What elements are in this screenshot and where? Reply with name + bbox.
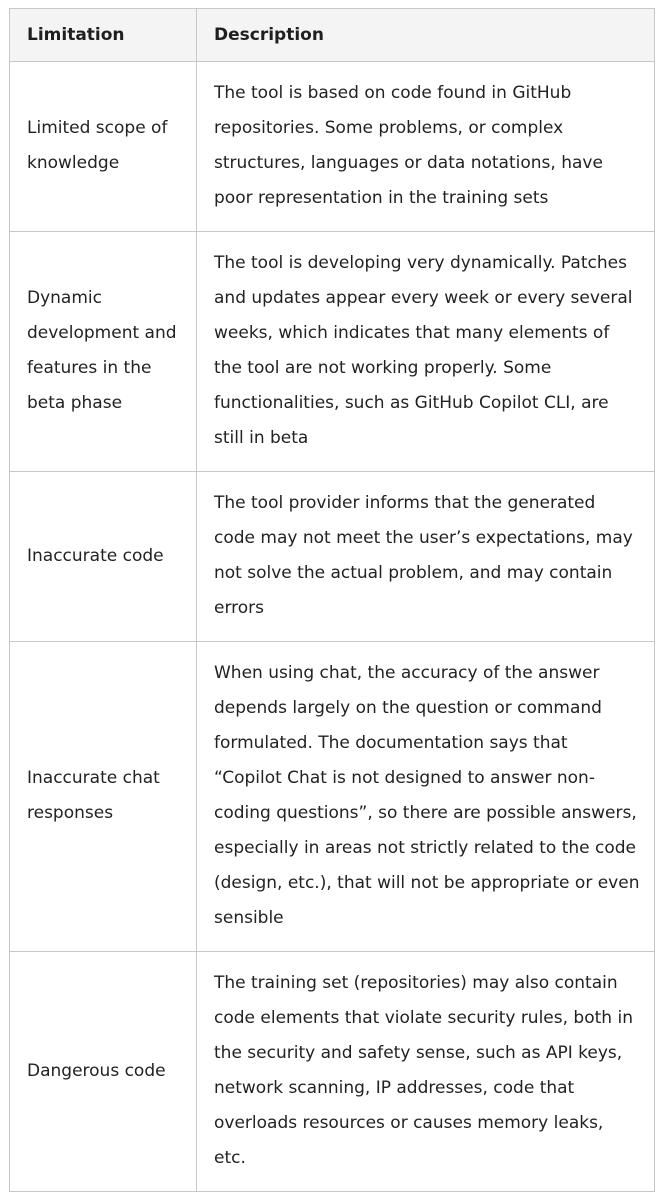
header-description-label: Description — [214, 24, 324, 45]
limitations-table-container — [9, 8, 654, 1192]
limitation-text: Inaccurate chat responses — [27, 768, 160, 823]
limitation-text: Limited scope of knowledge — [27, 118, 168, 173]
description-text: The training set (repositories) may also contain code elements that violate security rules, both in the security and safety sense, such as API keys, network scanning, IP addresses, code that overloads resources or causes memory leaks, etc. — [214, 973, 633, 1168]
description-cell — [197, 472, 655, 642]
description-text: The tool is developing very dynamically. Patches and updates appear every week or every several weeks, which indicates that many elements of the tool are not working properly. Some functionalities, such as GitHub Copilot CLI, are still in beta — [214, 253, 633, 448]
header-description — [197, 9, 655, 62]
limitation-text: Dangerous code — [27, 1060, 166, 1081]
table-row — [10, 232, 655, 472]
description-text: The tool provider informs that the generated code may not meet the user’s expectations, may not solve the actual problem, and may contain errors — [214, 493, 633, 618]
header-limitation-label: Limitation — [27, 24, 125, 45]
header-limitation — [10, 9, 197, 62]
description-cell — [197, 232, 655, 472]
limitation-cell — [10, 62, 197, 232]
table-row — [10, 62, 655, 232]
table-row — [10, 642, 655, 952]
limitation-cell — [10, 232, 197, 472]
description-text: The tool is based on code found in GitHub repositories. Some problems, or complex structures, languages or data notations, have poor representation in the training sets — [214, 83, 603, 208]
limitation-text: Dynamic development and features in the beta phase — [27, 288, 177, 413]
limitation-cell — [10, 642, 197, 952]
table-row — [10, 472, 655, 642]
limitation-text: Inaccurate code — [27, 545, 164, 566]
limitation-cell — [10, 472, 197, 642]
table-header-row — [10, 9, 655, 62]
description-cell — [197, 62, 655, 232]
description-cell — [197, 952, 655, 1192]
limitations-table — [9, 8, 655, 1192]
description-text: When using chat, the accuracy of the answer depends largely on the question or command formulated. The documentation says that “Copilot Chat is not designed to answer non-coding questions”, so there are possible answers, especially in areas not strictly related to the code (design, etc.), that will not be appropriate or even sensible — [214, 663, 640, 928]
description-cell — [197, 642, 655, 952]
table-row — [10, 952, 655, 1192]
limitation-cell — [10, 952, 197, 1192]
